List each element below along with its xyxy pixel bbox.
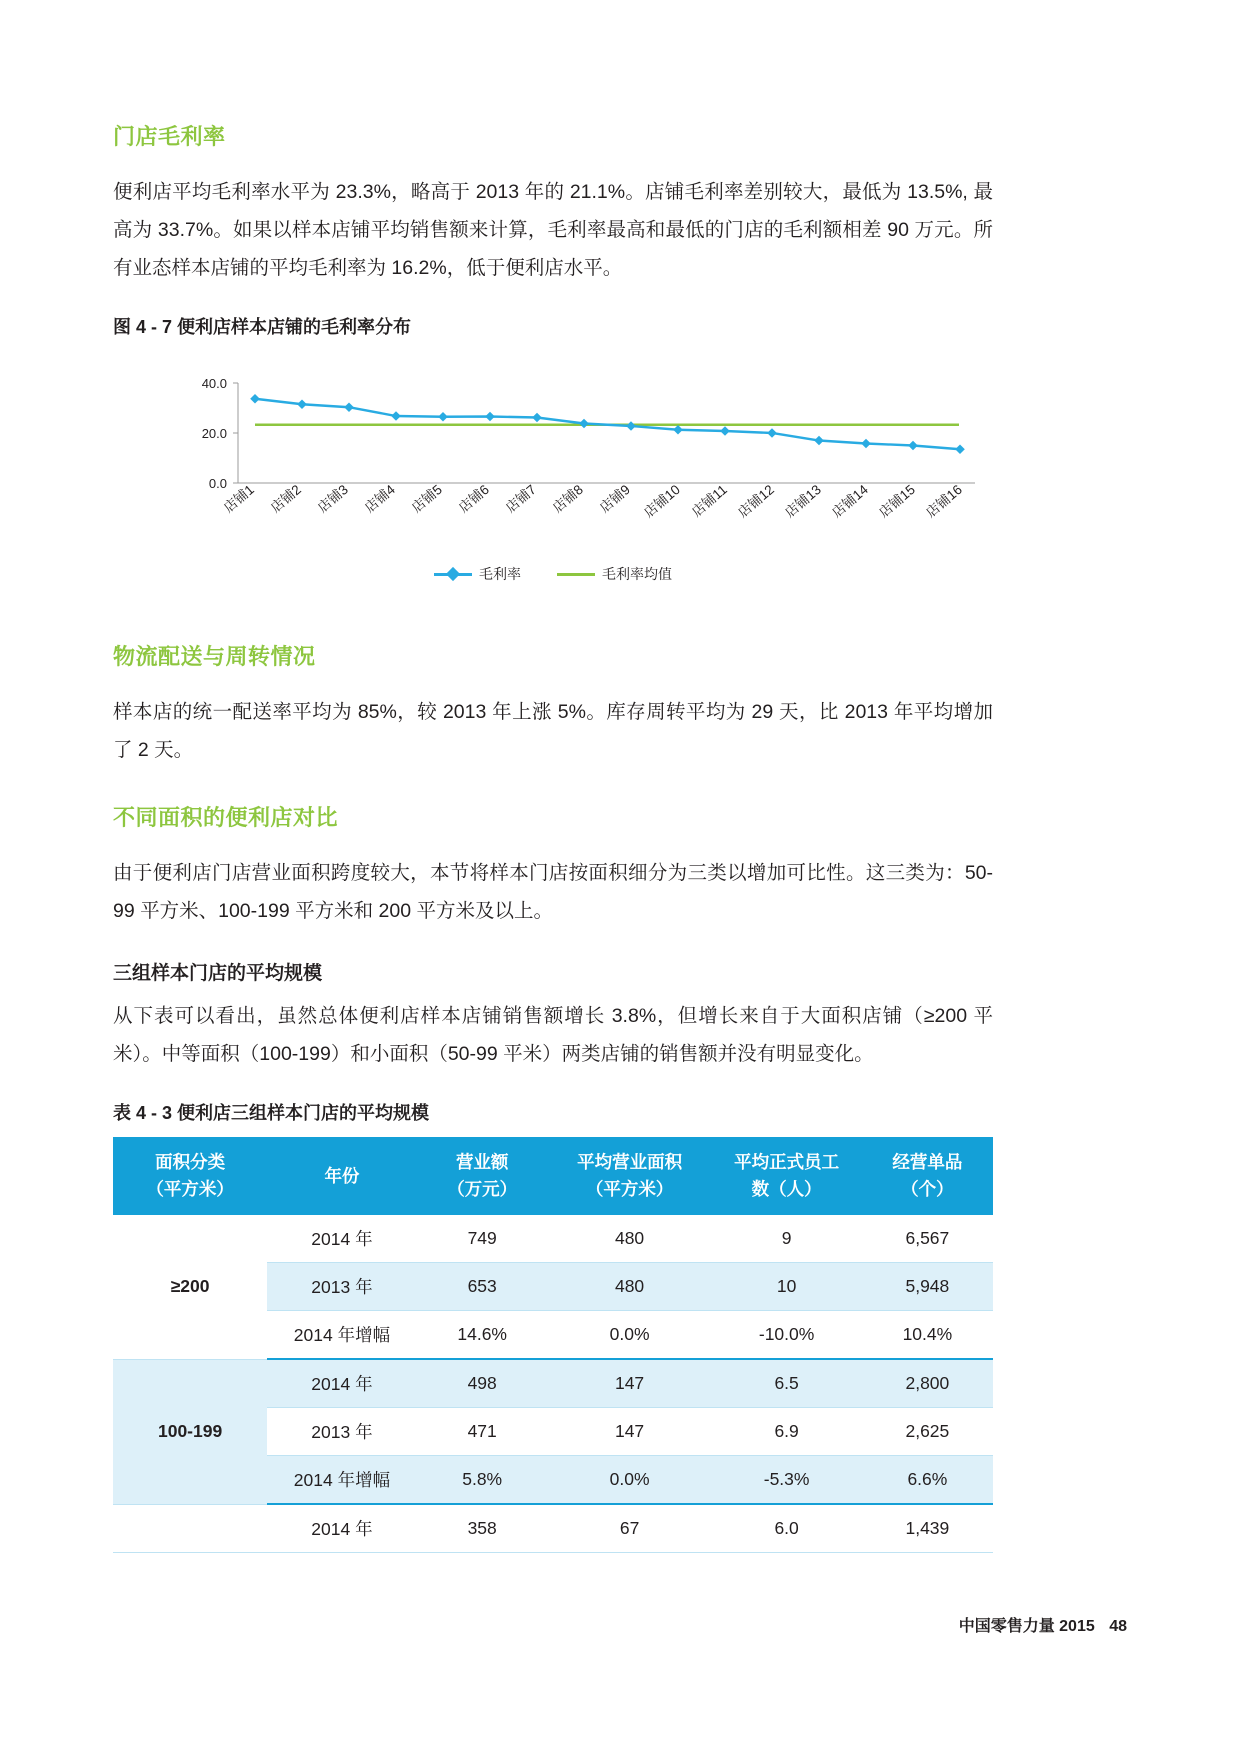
svg-text:店铺10: 店铺10 [641,481,683,521]
svg-text:店铺15: 店铺15 [876,481,918,521]
table-cell-skus: 10.4% [862,1311,993,1360]
svg-text:店铺12: 店铺12 [735,481,777,521]
header-line: 平均营业面积 [577,1152,683,1172]
legend-item-series-1 [557,564,672,584]
table-header-cell [113,1137,267,1215]
table-cell-skus: 1,439 [862,1504,993,1553]
table-cell-revenue: 498 [417,1359,548,1408]
header-line: 营业额 [455,1152,509,1172]
table-cell-area: 147 [548,1359,712,1408]
table-cell-year: 2014 年增幅 [267,1456,416,1505]
table-cell-staff: -5.3% [711,1456,861,1505]
table-cell-year: 2013 年 [267,1408,416,1456]
header-line: （平方米） [585,1179,674,1199]
svg-text:20.0: 20.0 [201,426,227,441]
header-line: （个） [901,1179,954,1199]
table-cell-year: 2014 年 [267,1504,416,1553]
table-cell-skus: 2,625 [862,1408,993,1456]
table-cell-revenue: 653 [417,1263,548,1311]
table-average-scale [113,1137,993,1553]
svg-text:店铺3: 店铺3 [314,481,351,516]
subsection-heading-average-scale: 三组样本门店的平均规模 [113,963,323,984]
table-cell-year: 2014 年 [267,1215,416,1263]
table-cell-staff: 10 [711,1263,861,1311]
table-cell-area: 147 [548,1408,712,1456]
header-line: 年份 [324,1165,360,1186]
paragraph-logistics: 样本店的统一配送率平均为 85%，较 2013 年上涨 5%。库存周转平均为 29 天，比 2013 年平均增加了 2 天。 [113,701,993,761]
header-line: （平方米） [146,1179,234,1199]
legend-label: 毛利率均值 [602,566,672,582]
legend-label: 毛利率 [479,566,521,582]
table-cell-area: 0.0% [548,1456,712,1505]
table-cell-year: 2013 年 [267,1263,416,1311]
svg-text:店铺14: 店铺14 [829,481,871,521]
table-cell-revenue: 358 [417,1504,548,1553]
table-cell-area: 0.0% [548,1311,712,1360]
legend-item-series-0 [434,564,521,584]
table-group-label [113,1504,267,1553]
table-cell-staff: 6.9 [711,1408,861,1456]
table-cell-revenue: 749 [417,1215,548,1263]
table-header-row [113,1137,993,1215]
svg-text:店铺1: 店铺1 [220,481,257,516]
svg-text:店铺16: 店铺16 [923,481,965,521]
svg-text:店铺11: 店铺11 [688,481,730,520]
table-group-label: 100-199 [113,1359,267,1504]
table-header-cell [548,1137,712,1215]
svg-text:店铺9: 店铺9 [596,481,633,516]
chart-gross-margin-distribution [113,349,993,594]
svg-text:店铺5: 店铺5 [408,481,445,516]
table-cell-skus: 6.6% [862,1456,993,1505]
table-cell-skus: 2,800 [862,1359,993,1408]
table-group-label: ≥200 [113,1215,267,1359]
header-line: 面积分类 [155,1152,226,1172]
svg-text:0.0: 0.0 [208,476,227,491]
table-header-cell [862,1137,993,1215]
table-row [113,1504,993,1553]
table-cell-staff: 6.5 [711,1359,861,1408]
table-header-cell [267,1137,416,1215]
page-footer [959,1613,1127,1636]
chart-svg [113,349,993,594]
svg-text:店铺2: 店铺2 [267,481,304,516]
table-row [113,1359,993,1408]
table-cell-area: 67 [548,1504,712,1553]
table-cell-revenue: 471 [417,1408,548,1456]
table-caption: 表 4 - 3 便利店三组样本门店的平均规模 [113,1103,430,1123]
section-heading-gross-margin: 门店毛利率 [113,124,226,149]
section-heading-logistics: 物流配送与周转情况 [113,644,316,669]
table-cell-revenue: 5.8% [417,1456,548,1505]
table-cell-area: 480 [548,1215,712,1263]
header-line: 经营单品 [892,1152,963,1172]
table-row [113,1215,993,1263]
svg-text:店铺8: 店铺8 [549,481,586,516]
header-line: 平均正式员工 [734,1152,840,1172]
table-cell-skus: 5,948 [862,1263,993,1311]
svg-text:40.0: 40.0 [201,376,227,391]
legend-swatch-icon [557,573,595,576]
figure-caption: 图 4 - 7 便利店样本店铺的毛利率分布 [113,317,412,337]
header-line: （万元） [447,1179,518,1199]
page-content [113,120,993,1553]
paragraph-area-comparison: 由于便利店门店营业面积跨度较大，本节将样本门店按面积细分为三类以增加可比性。这三类为：50-99 平方米、100-199 平方米和 200 平方米及以上。 [113,862,993,922]
table-cell-area: 480 [548,1263,712,1311]
paragraph-gross-margin: 便利店平均毛利率水平为 23.3%，略高于 2013 年的 21.1%。店铺毛利率差别较大，最低为 13.5%, 最高为 33.7%。如果以样本店铺平均销售额来计算，毛利率最高和最低的门店的毛利额相差 90 万元。所有业态样本店铺的平均毛利率为 16.2%，低于便利店水平。 [113,181,993,279]
table-cell-staff: 6.0 [711,1504,861,1553]
table-cell-revenue: 14.6% [417,1311,548,1360]
table-cell-skus: 6,567 [862,1215,993,1263]
table-header-cell [711,1137,861,1215]
chart-legend [113,564,993,584]
page-number: 48 [1109,1618,1127,1635]
paragraph-average-scale: 从下表可以看出，虽然总体便利店样本店铺销售额增长 3.8%，但增长来自于大面积店铺（≥200 平米）。中等面积（100-199）和小面积（50-99 平米）两类店铺的销售额并没有明显变化。 [113,1005,993,1065]
table-cell-year: 2014 年 [267,1359,416,1408]
table-cell-year: 2014 年增幅 [267,1311,416,1360]
table-header-cell [417,1137,548,1215]
table-cell-staff: 9 [711,1215,861,1263]
svg-text:店铺13: 店铺13 [782,481,824,521]
svg-text:店铺6: 店铺6 [455,481,492,516]
svg-text:店铺4: 店铺4 [361,481,398,516]
legend-swatch-icon [434,573,472,576]
footer-source: 中国零售力量 2015 [958,1618,1095,1635]
table-cell-staff: -10.0% [711,1311,861,1360]
section-heading-area-comparison: 不同面积的便利店对比 [113,805,339,830]
svg-text:店铺7: 店铺7 [502,481,539,516]
header-line: 数（人） [751,1179,822,1199]
